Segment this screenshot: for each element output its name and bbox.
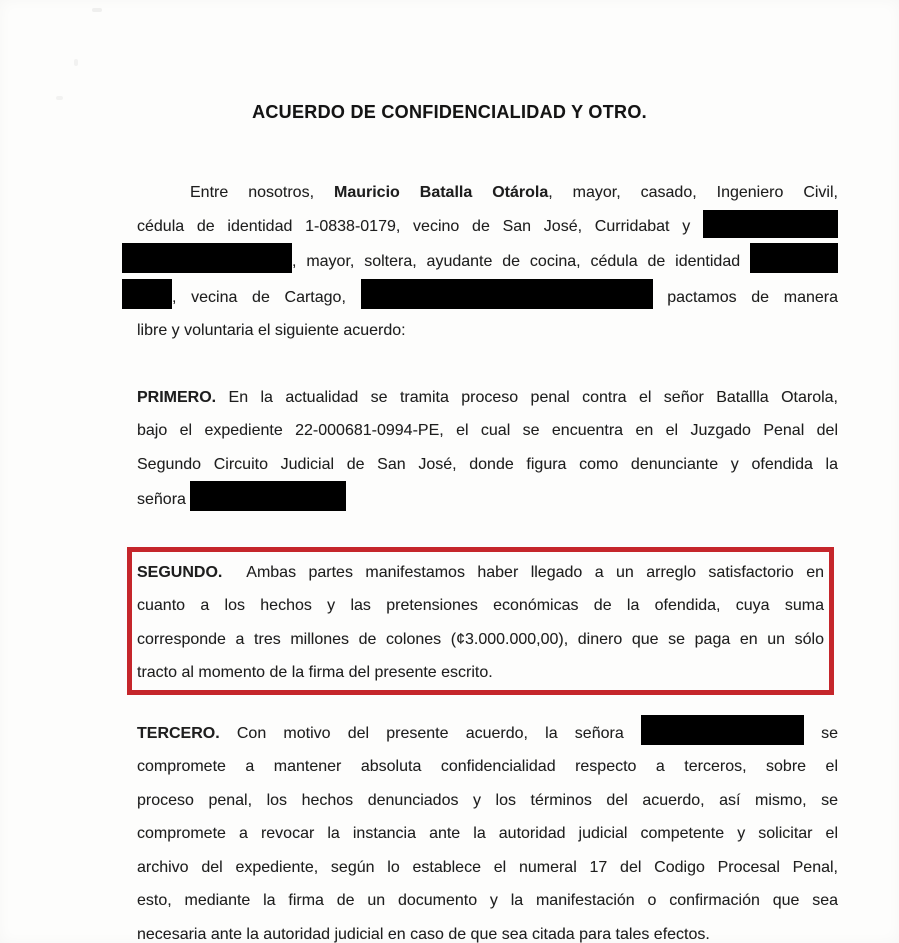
text-line <box>137 381 838 415</box>
text-run: TERCERO. <box>137 724 220 742</box>
text-run: compromete a mantener absoluta confidencialidad respecto a terceros, sobre el <box>137 758 838 775</box>
text-run: corresponde a tres millones de colones (¢3.000.000,00), dinero que se paga en un sólo <box>137 630 824 648</box>
text-run: pactamos de manera <box>652 288 839 306</box>
text-line <box>137 750 838 784</box>
text-run: archivo del expediente, según lo establece el numeral 17 del Codigo Procesal Penal, <box>137 858 838 876</box>
text-line <box>137 481 838 517</box>
redaction-bar <box>641 715 804 745</box>
redaction-bar <box>122 279 172 309</box>
document-title: ACUERDO DE CONFIDENCIALIDAD Y OTRO. <box>252 102 647 122</box>
text-run: , mayor, soltera, ayudante de cocina, cédula de identidad <box>292 253 750 270</box>
text-run: SEGUNDO. <box>137 563 223 581</box>
text-line <box>137 918 838 943</box>
paragraph-intro <box>137 176 838 348</box>
text-line <box>137 784 838 818</box>
text-run: necesaria ante la autoridad judicial en caso de que sea citada para tales efectos. <box>137 925 710 943</box>
text-line <box>137 243 838 279</box>
text-run: proceso penal, los hechos denunciados y los términos del acuerdo, así mismo, se <box>137 791 838 809</box>
text-run: cuanto a los hechos y las pretensiones económicas de la ofendida, cuya suma <box>137 597 824 614</box>
text-run: se <box>803 724 839 742</box>
text-run: cédula de identidad 1-0838-0179, vecino de San José, Curridabat y <box>137 217 703 235</box>
text-line <box>137 448 838 482</box>
text-run: libre y voluntaria el siguiente acuerdo: <box>137 322 406 339</box>
text-run: señora <box>137 491 191 508</box>
text-run: Ambas partes manifestamos haber llegado a un arreglo satisfactorio en <box>222 563 824 581</box>
text-line <box>137 314 838 348</box>
paragraph-primero <box>137 381 838 517</box>
scan-speck <box>56 96 63 100</box>
text-line <box>137 656 824 690</box>
text-line <box>137 817 838 851</box>
redaction-bar <box>190 481 346 511</box>
redaction-bar <box>703 210 838 238</box>
text-run: Mauricio Batalla Otárola <box>334 184 549 201</box>
text-run: Con motivo del presente acuerdo, la señora <box>219 724 641 742</box>
redaction-bar <box>750 243 838 273</box>
text-line <box>137 589 824 623</box>
text-run: , vecina de Cartago, <box>172 288 361 306</box>
text-run: esto, mediante la firma de un documento y la manifestación o confirmación que sea <box>137 892 838 909</box>
text-line <box>137 414 838 448</box>
paragraph-segundo-highlight-box <box>127 547 834 695</box>
redaction-bar <box>361 279 653 309</box>
paragraph-tercero <box>137 715 838 943</box>
text-line <box>137 884 838 918</box>
text-line <box>137 715 838 751</box>
text-run: , mayor, casado, Ingeniero Civil, <box>548 184 838 201</box>
text-line <box>137 210 838 244</box>
text-run: tracto al momento de la firma del presente escrito. <box>137 664 493 681</box>
text-run: En la actualidad se tramita proceso penal contra el señor Batallla Otarola, <box>216 388 838 406</box>
text-run: bajo el expediente 22-000681-0994-PE, el cual se encuentra en el Juzgado Penal del <box>137 422 838 439</box>
text-line <box>137 556 824 590</box>
text-line <box>137 279 838 315</box>
text-run: compromete a revocar la instancia ante la autoridad judicial competente y solicitar el <box>137 825 838 842</box>
scan-speck <box>74 59 78 66</box>
text-line <box>137 623 824 657</box>
text-run: Entre nosotros, <box>190 184 334 201</box>
text-run: Segundo Circuito Judicial de San José, donde figura como denunciante y ofendida la <box>137 455 838 473</box>
redaction-bar <box>122 243 292 273</box>
text-run: PRIMERO. <box>137 388 217 406</box>
text-line <box>137 851 838 885</box>
scan-speck <box>92 8 102 12</box>
text-line <box>137 176 838 210</box>
